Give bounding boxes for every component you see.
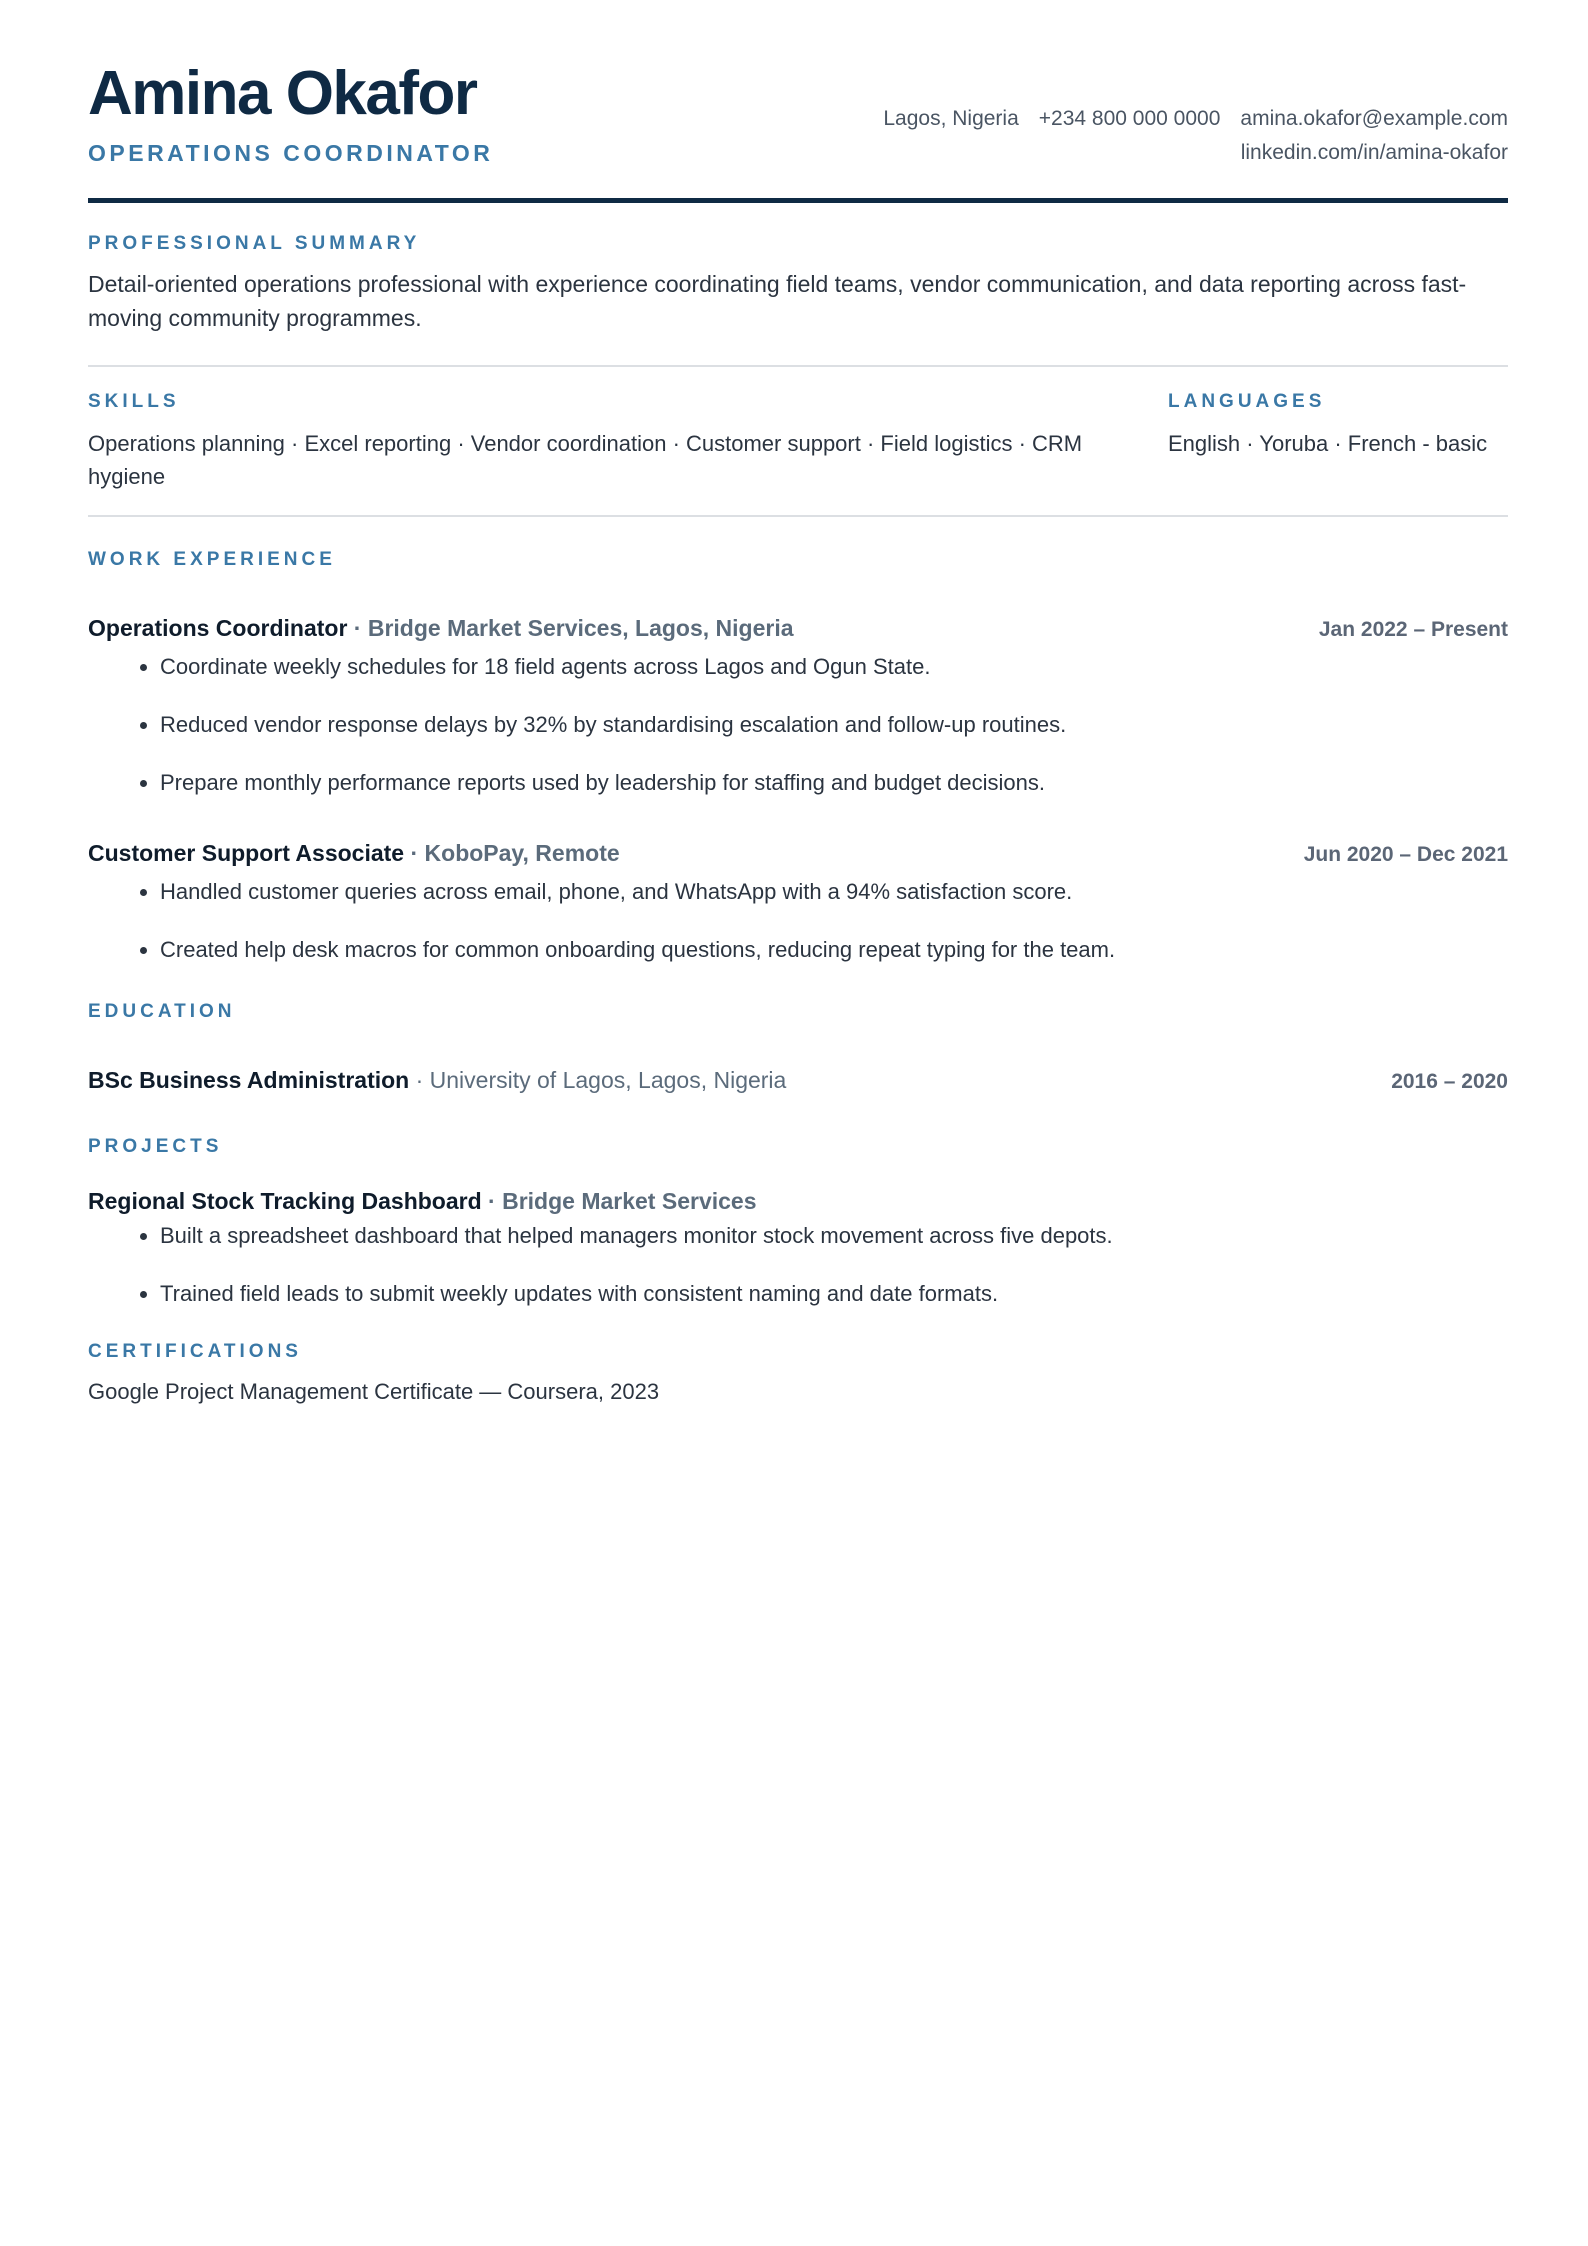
- project-org: · Bridge Market Services: [481, 1188, 757, 1214]
- job-bullets: [88, 875, 1508, 967]
- summary-title: PROFESSIONAL SUMMARY: [88, 233, 421, 254]
- contact-linkedin[interactable]: linkedin.com/in/amina-okafor: [1240, 141, 1508, 164]
- project-heading: [88, 1188, 757, 1215]
- contact-email[interactable]: amina.okafor@example.com: [1240, 107, 1508, 130]
- skills-text: Operations planning · Excel reporting · Vendor coordination · Customer support · Field logistics · CRM hygiene: [88, 431, 1083, 489]
- resume-header: [88, 58, 1508, 194]
- job-bullet: • Reduced vendor response delays by 32% by standardising escalation and follow-up routines.: [160, 708, 1508, 742]
- contact-location: Lagos, Nigeria: [883, 107, 1019, 130]
- education-heading: [88, 1067, 786, 1094]
- education-section: [88, 1001, 1508, 1094]
- projects-title: PROJECTS: [88, 1136, 223, 1157]
- candidate-name: Amina Okafor: [88, 59, 477, 128]
- job-heading: [88, 840, 620, 867]
- job-bullet: • Handled customer queries across email, phone, and WhatsApp with a 94% satisfaction score.: [160, 875, 1508, 909]
- languages-section: [1168, 391, 1508, 493]
- projects-section: [88, 1136, 1508, 1311]
- job-title: Customer Support Associate: [88, 840, 405, 866]
- job-dates: Jun 2020 – Dec 2021: [1303, 843, 1508, 866]
- education-title: EDUCATION: [88, 1001, 236, 1022]
- candidate-role: OPERATIONS COORDINATOR: [88, 140, 494, 166]
- education-degree: BSc Business Administration: [88, 1067, 410, 1093]
- job-bullet: • Coordinate weekly schedules for 18 field agents across Lagos and Ogun State.: [160, 650, 1508, 684]
- job-dates: Jan 2022 – Present: [1318, 618, 1508, 641]
- contact-line-1: [883, 102, 1508, 136]
- job-entry: [88, 615, 1508, 800]
- certifications-title: CERTIFICATIONS: [88, 1341, 302, 1362]
- education-dates: 2016 – 2020: [1391, 1070, 1508, 1093]
- certifications-text: Google Project Management Certificate — Coursera, 2023: [88, 1379, 660, 1404]
- experience-section: [88, 517, 1508, 967]
- job-bullet: • Created help desk macros for common onboarding questions, reducing repeat typing for the team.: [160, 933, 1508, 967]
- certifications-section: [88, 1341, 1508, 1409]
- skills-languages-row: [88, 367, 1508, 515]
- resume-page: [88, 58, 1508, 1409]
- contact-info: [883, 102, 1508, 170]
- summary-section: [88, 203, 1508, 365]
- job-bullets: [88, 650, 1508, 800]
- experience-title: WORK EXPERIENCE: [88, 549, 336, 570]
- project-name: Regional Stock Tracking Dashboard: [88, 1188, 482, 1214]
- job-title: Operations Coordinator: [88, 615, 348, 641]
- job-header: [88, 615, 1508, 642]
- job-company: · KoboPay, Remote: [404, 840, 620, 866]
- education-entry: [88, 1067, 1508, 1094]
- skills-section: [88, 391, 1118, 493]
- summary-text: Detail-oriented operations professional with experience coordinating field teams, vendor communication, and data reporting across fast-moving community programmes.: [88, 271, 1467, 331]
- languages-title: LANGUAGES: [1168, 391, 1326, 412]
- project-bullet: • Built a spreadsheet dashboard that helped managers monitor stock movement across five depots.: [160, 1219, 1508, 1253]
- skills-title: SKILLS: [88, 391, 180, 412]
- job-header: [88, 840, 1508, 867]
- job-heading: [88, 615, 794, 642]
- languages-text: English · Yoruba · French - basic: [1168, 431, 1488, 456]
- project-entry: [88, 1188, 1508, 1215]
- job-bullet: • Prepare monthly performance reports used by leadership for staffing and budget decisions.: [160, 766, 1508, 800]
- project-bullets: [88, 1219, 1508, 1311]
- education-school: · University of Lagos, Lagos, Nigeria: [409, 1067, 787, 1093]
- project-bullet: • Trained field leads to submit weekly updates with consistent naming and date formats.: [160, 1277, 1508, 1311]
- job-company: · Bridge Market Services, Lagos, Nigeria: [347, 615, 794, 641]
- contact-line-2: [883, 136, 1508, 170]
- contact-phone: +234 800 000 0000: [1038, 107, 1221, 130]
- job-entry: [88, 840, 1508, 967]
